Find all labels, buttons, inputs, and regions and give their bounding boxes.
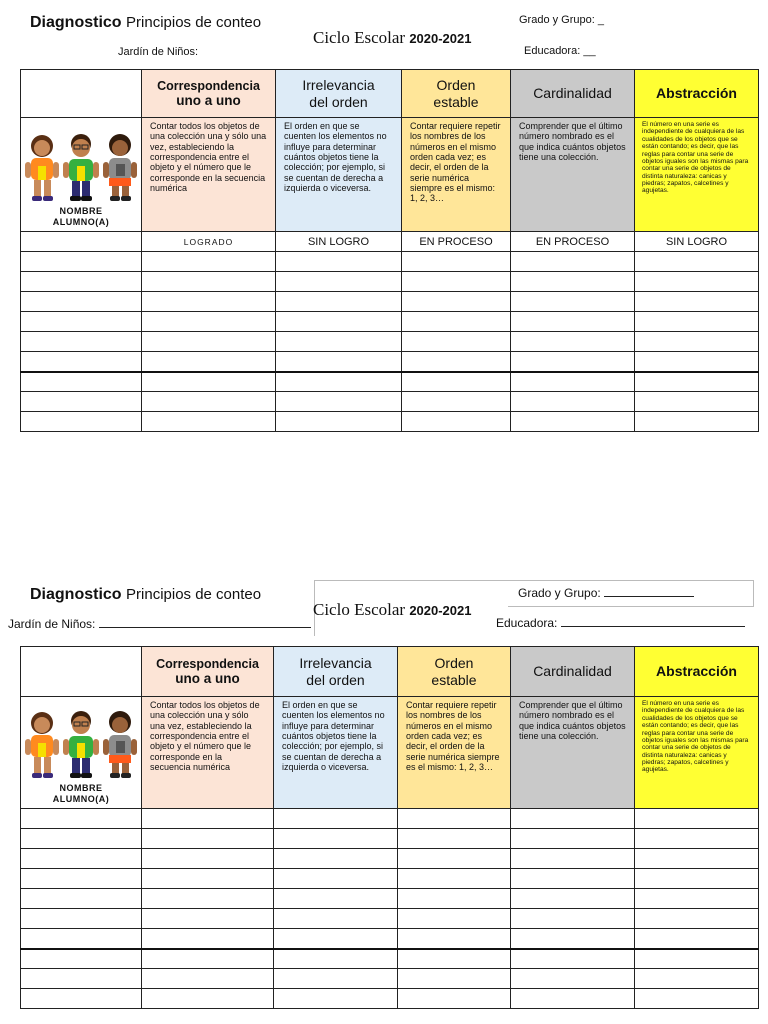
girl-icon	[25, 712, 59, 778]
teacher-label: Educadora:	[524, 45, 581, 57]
desc-correspondencia: Contar todos los objetos de una colección una y sólo una vez, estableciendo la correspondencia entre el objeto y el número que le corresponde en la secuencia numérica	[142, 697, 274, 809]
table-row	[21, 829, 759, 849]
girl-icon	[103, 134, 137, 201]
corner-cell	[21, 70, 142, 118]
desc-orden: Contar requiere repetir los nombres de los números en el mismo orden cada vez; es decir, el orden de la serie numérica siempre es el mismo: 1, 2, 3…	[402, 118, 511, 232]
name-header-line1: NOMBRE	[59, 206, 103, 217]
table-row	[21, 849, 759, 869]
status-row	[21, 232, 759, 252]
col-header-irrelevancia: Irrelevancia del orden	[274, 647, 398, 697]
top-form	[0, 0, 768, 440]
table-row	[21, 272, 759, 292]
col-header-orden: Orden estable	[402, 70, 511, 118]
name-header-line1: NOMBRE	[59, 783, 103, 794]
table-row	[21, 989, 759, 1009]
children-illustration	[24, 709, 138, 781]
table-cell[interactable]	[21, 232, 142, 252]
evaluation-table	[20, 69, 759, 432]
desc-abstraccion: El número en una serie es independiente de cualquiera de las cualidades de los objetos que se están contando; es decir, que las reglas para contar una serie de objetos iguales son las mismas para contar una serie de objetos de distinta naturaleza: canicas y piedras; zapatos, calcetines y agujetas.	[635, 697, 759, 809]
table-row	[21, 909, 759, 929]
name-header-line2: ALUMNO(A)	[52, 217, 110, 228]
grade-label: Grado y Grupo:	[518, 586, 601, 600]
status-cell: LOGRADO	[142, 232, 276, 252]
cycle-label: Ciclo Escolar	[313, 600, 406, 619]
table-row	[21, 312, 759, 332]
boy-icon	[63, 134, 99, 201]
school-cycle	[313, 28, 471, 48]
col-header-abstraccion: Abstracción	[635, 647, 759, 697]
grade-label: Grado y Grupo:	[519, 14, 595, 26]
grade-group	[518, 586, 694, 600]
divider	[508, 606, 754, 607]
blank-rows-top	[21, 252, 759, 432]
girl-icon	[103, 711, 137, 778]
kinder-label: Jardín de Niños:	[118, 46, 199, 58]
status-cell: EN PROCESO	[511, 232, 635, 252]
title-rest: Principios de conteo	[126, 14, 262, 31]
desc-irrelevancia: El orden en que se cuenten los elementos no influye para determinar cuántos objetos tiene la colección; por ejemplo, si se cuentan de derecha a izquierda o viceversa.	[274, 697, 398, 809]
form-title	[30, 14, 261, 32]
kinder	[8, 617, 311, 631]
table-row	[21, 392, 759, 412]
cycle-year: 2020-2021	[409, 603, 472, 618]
table-row	[21, 372, 759, 392]
table-row	[21, 809, 759, 829]
teacher	[496, 616, 745, 630]
blank-rows-bottom	[21, 809, 759, 1009]
col-header-correspondencia: Correspondencia uno a uno	[142, 70, 276, 118]
bottom-form	[0, 570, 768, 1024]
desc-orden: Contar requiere repetir los nombres de los números en el mismo orden cada vez; es decir, el orden de la serie numérica siempre es el mismo: 1, 2, 3…	[398, 697, 511, 809]
table-row	[21, 869, 759, 889]
table-row	[21, 929, 759, 949]
cycle-label: Ciclo Escolar	[313, 28, 406, 47]
kinder-field[interactable]	[99, 627, 311, 628]
status-cell: SIN LOGRO	[635, 232, 759, 252]
cycle-year: 2020-2021	[409, 31, 472, 46]
children-illustration	[24, 132, 138, 204]
teacher-field[interactable]	[561, 626, 745, 627]
title-bold: Diagnostico	[30, 586, 122, 603]
col-header-cardinalidad: Cardinalidad	[511, 647, 635, 697]
table-row	[21, 252, 759, 272]
desc-abstraccion: El número en una serie es independiente de cualquiera de las cualidades de los objetos que se están contando; es decir, que las reglas para contar una serie de objetos iguales son las mismas para contar una serie de objetos de distinta naturaleza: canicas y piedras; zapatos, calcetines y agujetas.	[635, 118, 759, 232]
form-title	[30, 586, 261, 604]
divider	[753, 580, 754, 606]
col-header-irrelevancia: Irrelevancia del orden	[276, 70, 402, 118]
status-cell: SIN LOGRO	[276, 232, 402, 252]
kinder-label: Jardín de Niños:	[8, 617, 96, 631]
teacher-label: Educadora:	[496, 616, 558, 630]
table-row	[21, 889, 759, 909]
table-row	[21, 949, 759, 969]
title-rest: Principios de conteo	[126, 586, 262, 603]
table-row	[21, 412, 759, 432]
divider	[314, 580, 754, 581]
student-name-header	[21, 697, 142, 809]
name-header-line2: ALUMNO(A)	[52, 794, 110, 805]
desc-irrelevancia: El orden en que se cuenten los elementos no influye para determinar cuántos objetos tiene la colección; por ejemplo, si se cuentan de derecha a izquierda o viceversa.	[276, 118, 402, 232]
grade-group	[519, 14, 604, 26]
col-header-cardinalidad: Cardinalidad	[511, 70, 635, 118]
desc-cardinalidad: Comprender que el último número nombrado es el que indica cuántos objetos tiene una colección.	[511, 118, 635, 232]
boy-icon	[63, 711, 99, 778]
teacher-field[interactable]: __	[583, 45, 596, 57]
title-bold: Diagnostico	[30, 14, 122, 31]
col-header-abstraccion: Abstracción	[635, 70, 759, 118]
corner-cell	[21, 647, 142, 697]
grade-field[interactable]	[604, 596, 694, 597]
student-name-header	[21, 118, 142, 232]
desc-cardinalidad: Comprender que el último número nombrado es el que indica cuántos objetos tiene una colección.	[511, 697, 635, 809]
teacher	[524, 45, 596, 57]
evaluation-table	[20, 646, 759, 1009]
col-header-orden: Orden estable	[398, 647, 511, 697]
table-row	[21, 332, 759, 352]
col-header-correspondencia: Correspondencia uno a uno	[142, 647, 274, 697]
grade-field[interactable]: _	[597, 14, 605, 26]
desc-correspondencia: Contar todos los objetos de una colección una y sólo una vez, estableciendo la correspondencia entre el objeto y el número que le corresponde en la secuencia numérica	[142, 118, 276, 232]
school-cycle	[313, 600, 471, 620]
girl-icon	[25, 135, 59, 201]
table-row	[21, 969, 759, 989]
table-row	[21, 352, 759, 372]
table-row	[21, 292, 759, 312]
status-cell: EN PROCESO	[402, 232, 511, 252]
